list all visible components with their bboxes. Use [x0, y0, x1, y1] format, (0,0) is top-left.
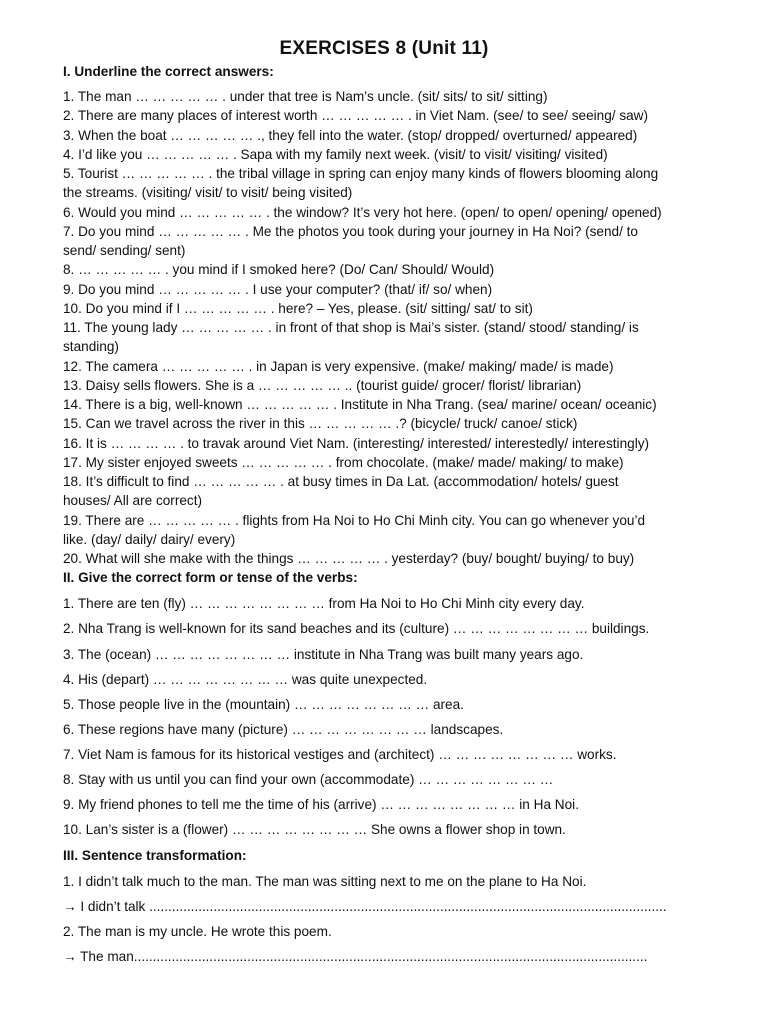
s2-line: 3. The (ocean) … … … … … … … … institute in Nha Trang was built many years ago. [63, 647, 584, 662]
section-3-heading: III. Sentence transformation: [63, 848, 247, 863]
s1-line: like. (day/ daily/ dairy/ every) [63, 532, 236, 547]
section-2-heading: II. Give the correct form or tense of the verbs: [63, 570, 358, 585]
s1-line: 3. When the boat … … … … … ., they fell into the water. (stop/ dropped/ overturned/ appeared) [63, 128, 638, 143]
s3-line: 1. I didn’t talk much to the man. The man was sitting next to me on the plane to Ha Noi. [63, 874, 587, 889]
s1-line: 8. … … … … … . you mind if I smoked here? (Do/ Can/ Should/ Would) [63, 262, 495, 277]
s1-line: houses/ All are correct) [63, 493, 203, 508]
s1-line: 2. There are many places of interest worth … … … … … . in Viet Nam. (see/ to see/ seeing/ saw) [63, 108, 649, 123]
s3-answer-line: → I didn’t talk ......................................................................................................................................... [63, 899, 667, 914]
page-title: EXERCISES 8 (Unit 11) [279, 38, 489, 59]
s1-line: 20. What will she make with the things … … … … … . yesterday? (buy/ bought/ buying/ to buy) [63, 551, 635, 566]
s1-line: 7. Do you mind … … … … … . Me the photos you took during your journey in Ha Noi? (send/ to [63, 224, 638, 239]
s1-line: standing) [63, 339, 119, 354]
section-1-heading: I. Underline the correct answers: [63, 64, 274, 79]
s1-line: 1. The man … … … … … . under that tree is Nam’s uncle. (sit/ sits/ to sit/ sitting) [63, 89, 548, 104]
s1-line: send/ sending/ sent) [63, 243, 186, 258]
s2-line: 7. Viet Nam is famous for its historical vestiges and (architect) … … … … … … … … works. [63, 747, 617, 762]
s1-line: 11. The young lady … … … … … . in front of that shop is Mai’s sister. (stand/ stood/ standing/ is [63, 320, 639, 335]
s2-line: 2. Nha Trang is well-known for its sand beaches and its (culture) … … … … … … … … buildings. [63, 621, 650, 636]
s1-line: 17. My sister enjoyed sweets … … … … … . from chocolate. (make/ made/ making/ to make) [63, 455, 624, 470]
s1-line: the streams. (visiting/ visit/ to visit/ being visited) [63, 185, 353, 200]
s1-line: 13. Daisy sells flowers. She is a … … … … … .. (tourist guide/ grocer/ florist/ librarian) [63, 378, 582, 393]
s2-line: 10. Lan’s sister is a (flower) … … … … … … … … She owns a flower shop in town. [63, 822, 566, 837]
s1-line: 15. Can we travel across the river in this … … … … … .? (bicycle/ truck/ canoe/ stick) [63, 416, 578, 431]
s1-line: 9. Do you mind … … … … … . I use your computer? (that/ if/ so/ when) [63, 282, 493, 297]
s1-line: 19. There are … … … … … . flights from Ha Noi to Ho Chi Minh city. You can go whenever you’d [63, 513, 646, 528]
s1-line: 18. It’s difficult to find … … … … … . at busy times in Da Lat. (accommodation/ hotels/ guest [63, 474, 619, 489]
s1-line: 6. Would you mind … … … … … . the window? It’s very hot here. (open/ to open/ opening/ opened) [63, 205, 662, 220]
s1-line: 10. Do you mind if I … … … … … . here? – Yes, please. (sit/ sitting/ sat/ to sit) [63, 301, 533, 316]
s2-line: 5. Those people live in the (mountain) … … … … … … … … area. [63, 697, 464, 712]
s2-line: 8. Stay with us until you can find your own (accommodate) … … … … … … … … [63, 772, 554, 787]
s1-line: 5. Tourist … … … … … . the tribal village in spring can enjoy many kinds of flowers blooming along [63, 166, 659, 181]
s1-line: 4. I’d like you … … … … … . Sapa with my family next week. (visit/ to visit/ visiting/ visited) [63, 147, 608, 162]
s3-answer-line: → The man........................................................................................................................................ [63, 949, 648, 964]
s2-line: 6. These regions have many (picture) … … … … … … … … landscapes. [63, 722, 504, 737]
s1-line: 12. The camera … … … … … . in Japan is very expensive. (make/ making/ made/ is made) [63, 359, 614, 374]
s1-line: 14. There is a big, well-known … … … … … . Institute in Nha Trang. (sea/ marine/ ocean/ oceanic) [63, 397, 657, 412]
s1-line: 16. It is … … … … . to travak around Viet Nam. (interesting/ interested/ interestedly/ interestingly) [63, 436, 650, 451]
s2-line: 4. His (depart) … … … … … … … … was quite unexpected. [63, 672, 428, 687]
s2-line: 1. There are ten (fly) … … … … … … … … from Ha Noi to Ho Chi Minh city every day. [63, 596, 585, 611]
s2-line: 9. My friend phones to tell me the time of his (arrive) … … … … … … … … in Ha Noi. [63, 797, 579, 812]
s3-line: 2. The man is my uncle. He wrote this poem. [63, 924, 332, 939]
